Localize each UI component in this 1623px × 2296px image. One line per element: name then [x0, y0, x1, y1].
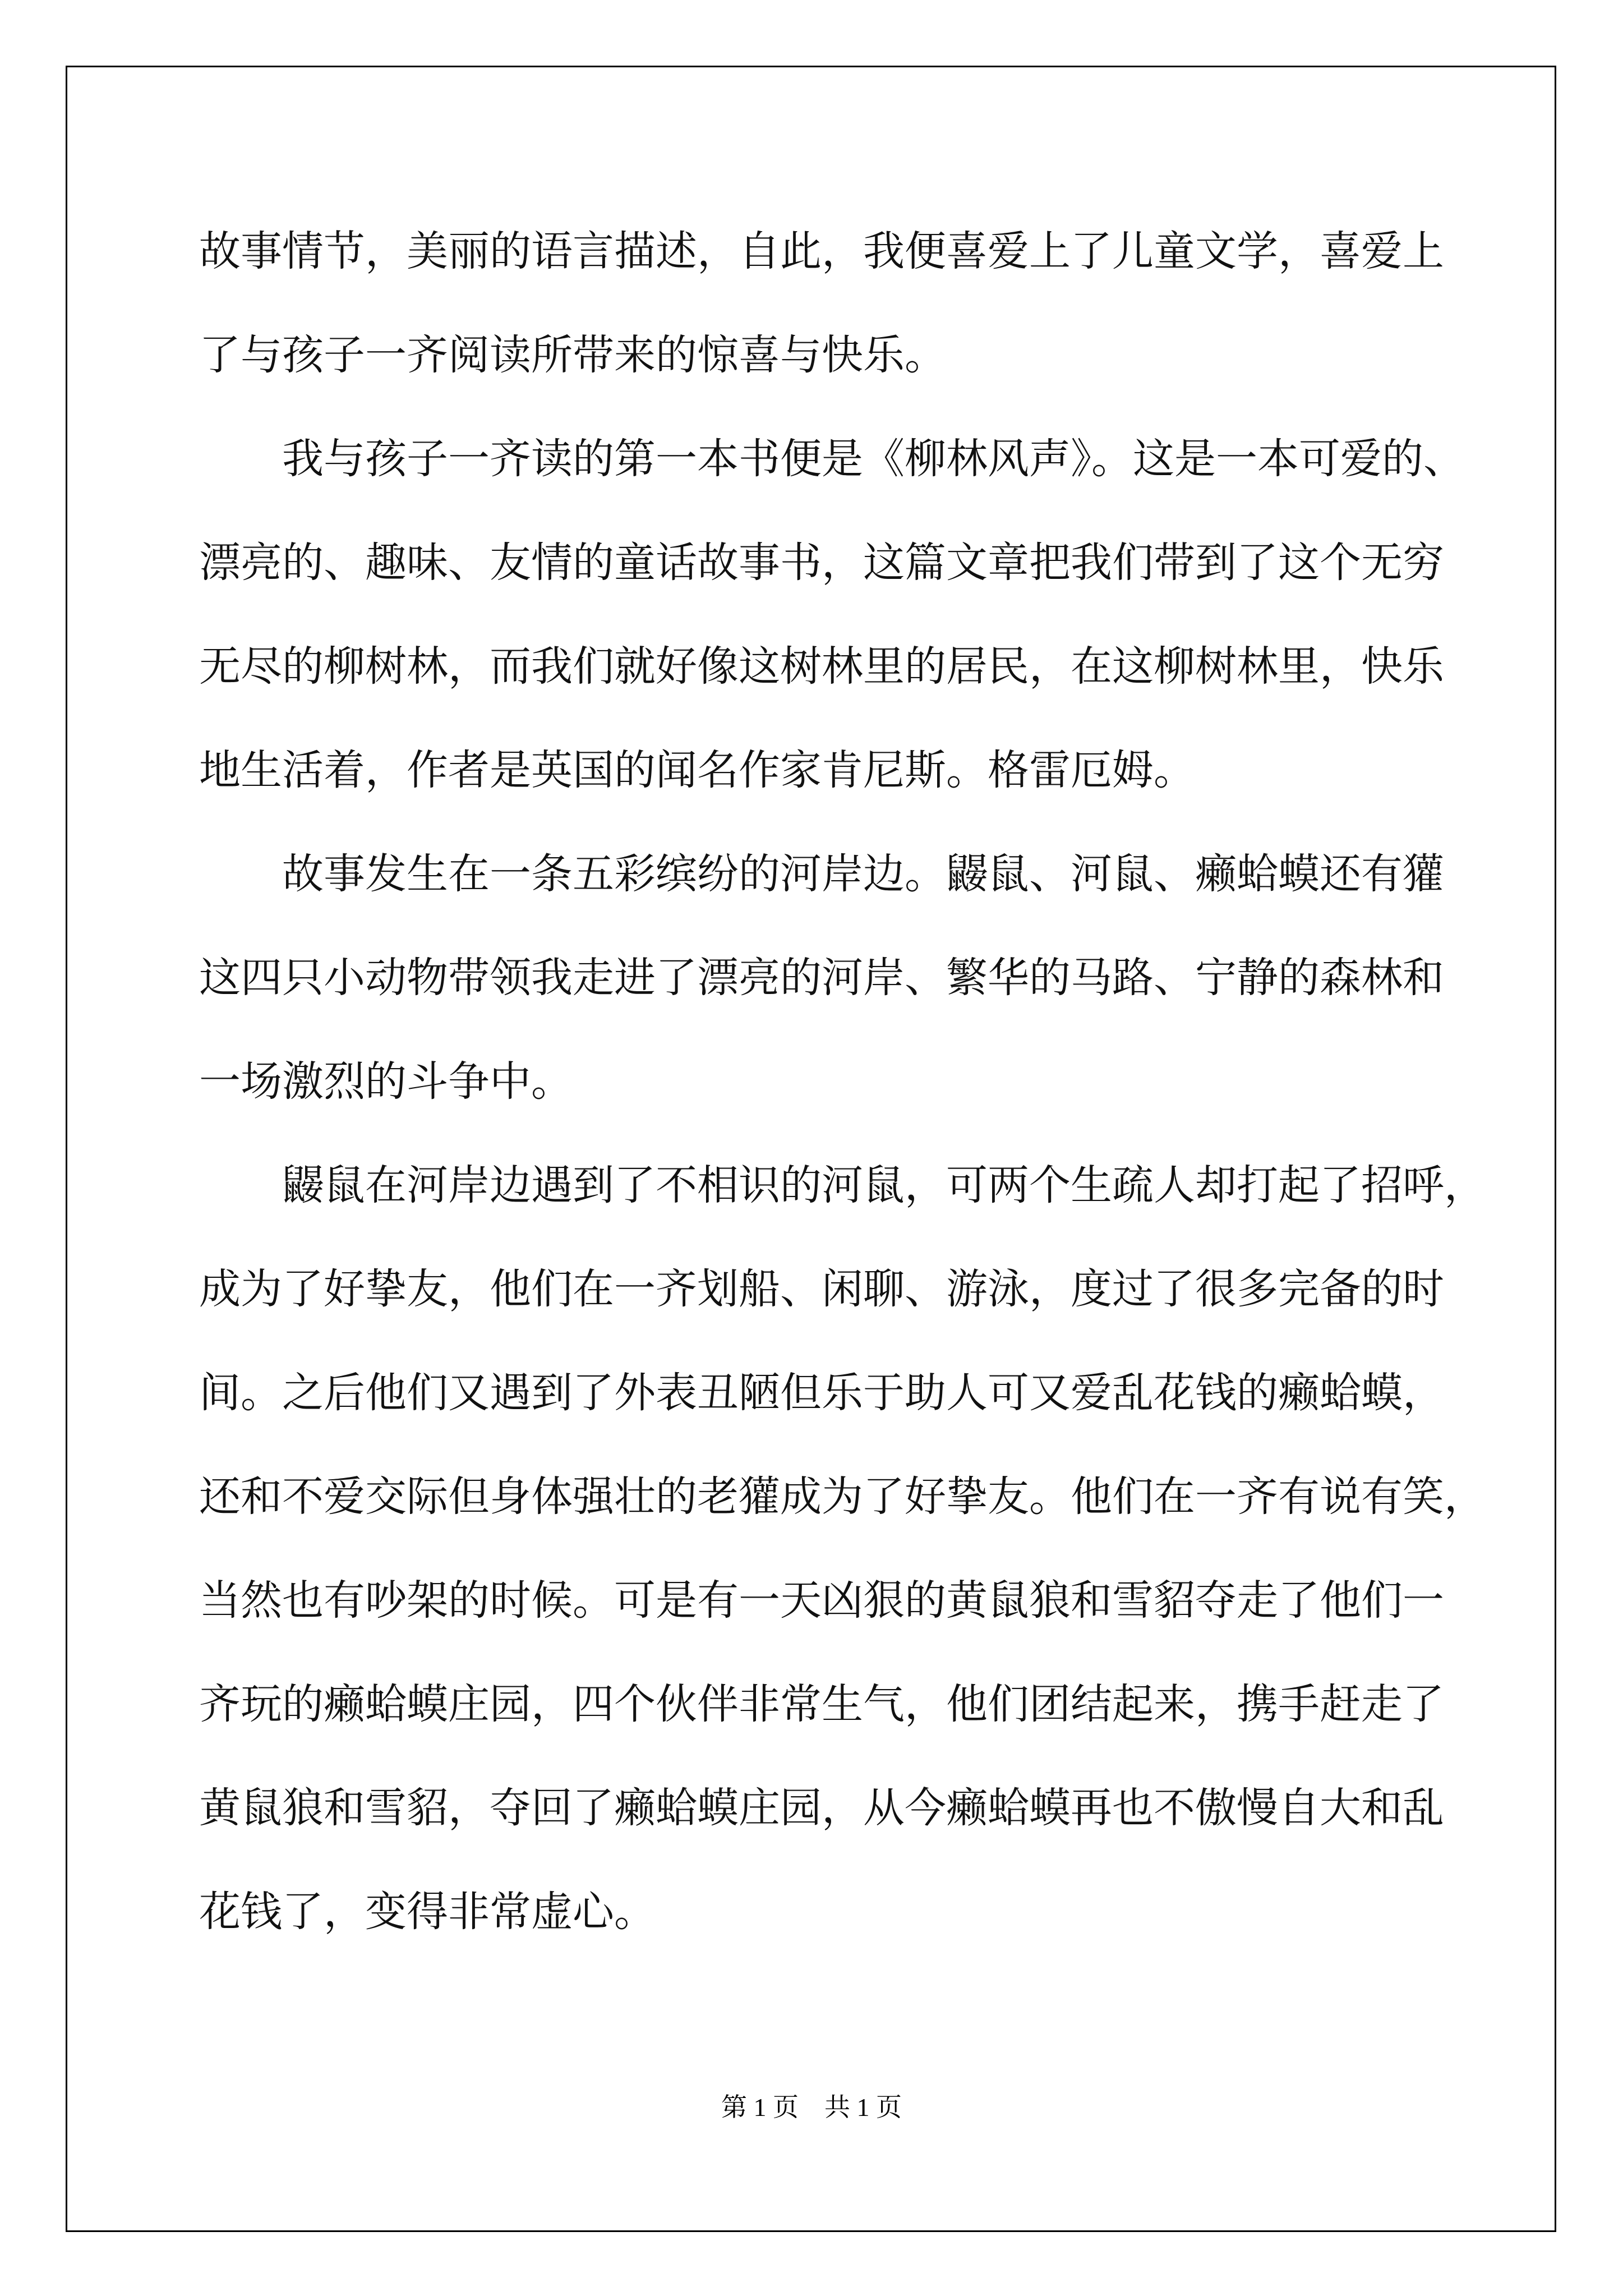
text-line: 地生活着，作者是英国的闻名作家肯尼斯。格雷厄姆。	[199, 746, 1195, 794]
text-line: 故事发生在一条五彩缤纷的河岸边。鼹鼠、河鼠、癞蛤蟆还有獾	[282, 850, 1444, 898]
text-line: 鼹鼠在河岸边遇到了不相识的河鼠，可两个生疏人却打起了招呼，	[282, 1161, 1486, 1209]
text-line: 无尽的柳树林，而我们就好像这树林里的居民，在这柳树林里，快乐	[199, 642, 1444, 691]
text-line: 间。之后他们又遇到了外表丑陋但乐于助人可又爱乱花钱的癞蛤蟆，	[199, 1369, 1444, 1417]
text-line: 了与孩子一齐阅读所带来的惊喜与快乐。	[199, 331, 946, 379]
document-body	[199, 200, 1486, 1964]
text-line: 我与孩子一齐读的第一本书便是《柳林风声》。这是一本可爱的、	[282, 435, 1465, 483]
text-line: 黄鼠狼和雪貂，夺回了癞蛤蟆庄园，从今癞蛤蟆再也不傲慢自大和乱	[199, 1784, 1444, 1832]
text-line: 成为了好挚友，他们在一齐划船、闲聊、游泳，度过了很多完备的时	[199, 1265, 1444, 1313]
text-line: 一场激烈的斗争中。	[199, 1057, 573, 1106]
text-line: 漂亮的、趣味、友情的童话故事书，这篇文章把我们带到了这个无穷	[199, 539, 1444, 587]
text-line: 花钱了，变得非常虚心。	[199, 1888, 656, 1936]
text-line: 当然也有吵架的时候。可是有一天凶狠的黄鼠狼和雪貂夺走了他们一	[199, 1576, 1444, 1625]
text-line: 还和不爱交际但身体强壮的老獾成为了好挚友。他们在一齐有说有笑，	[199, 1473, 1486, 1521]
text-line: 这四只小动物带领我走进了漂亮的河岸、繁华的马路、宁静的森林和	[199, 954, 1444, 1002]
text-line: 故事情节，美丽的语言描述，自此，我便喜爱上了儿童文学，喜爱上	[199, 227, 1444, 275]
text-line: 齐玩的癞蛤蟆庄园，四个伙伴非常生气，他们团结起来，携手赶走了	[199, 1680, 1444, 1728]
page-footer: 第 1 页 共 1 页	[721, 2093, 902, 2122]
